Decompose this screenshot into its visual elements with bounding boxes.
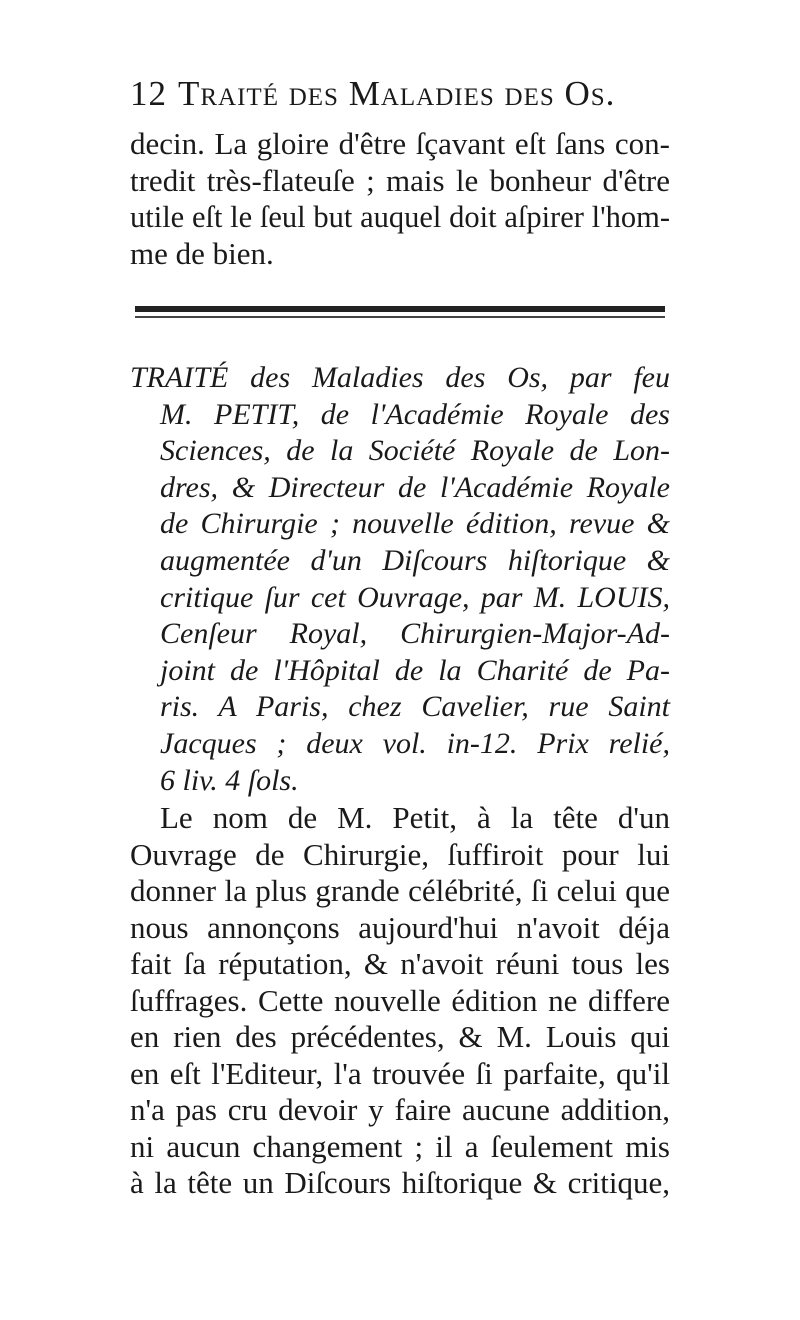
text-line: decin. La gloire d'être ſçavant eſt ſans con-	[130, 126, 670, 161]
text-line: utile eſt le ſeul but auquel doit aſpirer l'hom-	[130, 200, 670, 234]
page-number: 12	[130, 74, 167, 113]
text-line: fait ſa réputation, & n'avoit réuni tous les	[130, 946, 670, 981]
text-line: M. PETIT, de l'Académie Royale des	[160, 397, 670, 431]
page-header	[130, 74, 660, 120]
text-line: n'a pas cru devoir y faire aucune addition,	[130, 1092, 670, 1127]
text-line: joint de l'Hôpital de la Charité de Pa-	[160, 653, 670, 687]
intro-paragraph	[130, 126, 670, 272]
text-line: ni aucun changement ; il a ſeulement mis	[130, 1128, 670, 1164]
text-line: nous annonçons aujourd'hui n'avoit déja	[130, 909, 670, 945]
text-line: Cenſeur Royal, Chirurgien-Major-Ad-	[160, 617, 670, 651]
text-line: critique ſur cet Ouvrage, par M. LOUIS,	[160, 580, 670, 614]
divider-thick-rule	[135, 306, 665, 312]
text-line: Jacques ; deux vol. in-12. Prix relié,	[160, 726, 670, 760]
text-line: tredit très-flateuſe ; mais le bonheur d'être	[130, 162, 670, 198]
section-divider	[135, 306, 665, 320]
bibliographic-entry	[130, 360, 670, 799]
text-line: en eſt l'Editeur, l'a trouvée ſi parfaite, qu'il	[130, 1055, 670, 1091]
text-line: donner la plus grande célébrité, ſi celui que	[130, 873, 670, 908]
text-line: dres, & Directeur de l'Académie Royale	[160, 470, 670, 504]
text-line: en rien des précédentes, & M. Louis qui	[130, 1019, 670, 1054]
text-line: Le nom de M. Petit, à la tête d'un	[160, 800, 670, 835]
text-line: ſuffrages. Cette nouvelle édition ne differe	[130, 982, 670, 1018]
text-line: Ouvrage de Chirurgie, ſuffiroit pour lui	[130, 836, 670, 872]
text-line: TRAITÉ des Maladies des Os, par feu	[130, 361, 670, 394]
running-title: Traité des Maladies des Os.	[178, 74, 616, 113]
text-line: à la tête un Diſcours hiſtorique & critique,	[130, 1165, 670, 1200]
text-line: de Chirurgie ; nouvelle édition, revue &	[160, 507, 670, 541]
text-line: augmentée d'un Diſcours hiſtorique &	[160, 543, 670, 577]
text-line: me de bien.	[130, 235, 274, 271]
text-line: 6 liv. 4 ſols.	[160, 763, 299, 797]
text-line: ris. A Paris, chez Cavelier, rue Saint	[160, 690, 670, 724]
text-line: Sciences, de la Société Royale de Lon-	[160, 434, 670, 468]
review-paragraph	[130, 800, 670, 1202]
divider-thin-rule	[135, 316, 665, 318]
